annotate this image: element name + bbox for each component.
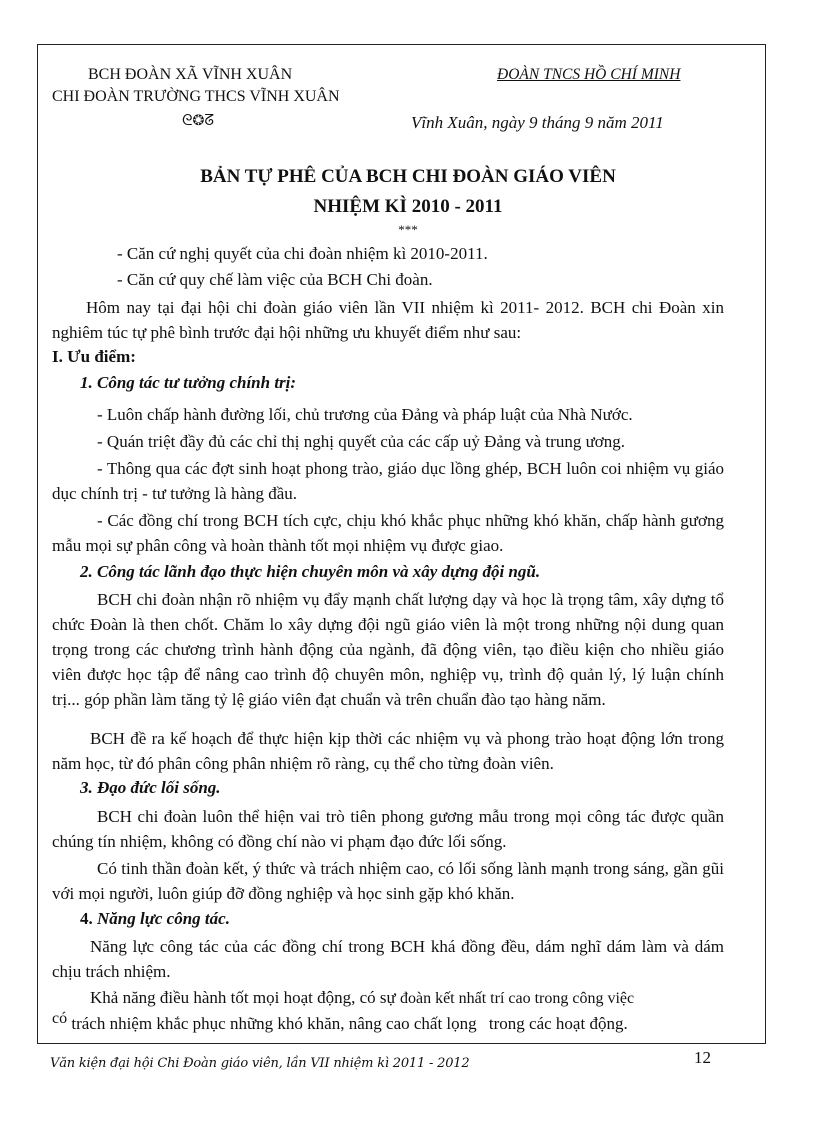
- document-date: Vĩnh Xuân, ngày 9 tháng 9 năm 2011: [411, 113, 664, 132]
- ornament-icon: ᘓ❂ᘔ: [182, 113, 215, 129]
- section-heading-strengths: I. Ưu điểm:: [52, 347, 136, 366]
- s4-p3-part-a: có: [52, 1010, 68, 1027]
- s1-item-4: - Các đồng chí trong BCH tích cực, chịu khó khắc phục những khó khăn, chấp hành gương mẫu mọi sự phân công và hoàn thành tốt mọi nhiệm vụ được giao.: [52, 511, 724, 555]
- subsection-2-title: 2. Công tác lãnh đạo thực hiện chuyên môn và xây dựng đội ngũ.: [80, 562, 541, 581]
- s4-paragraph-3-line: [52, 1010, 628, 1034]
- s1-item-1: - Luôn chấp hành đường lối, chủ trương của Đảng và pháp luật của Nhà Nước.: [97, 405, 633, 424]
- s4-paragraph-2-line: [90, 986, 634, 1011]
- s4-paragraph-1: Năng lực công tác của các đồng chí trong BCH khá đồng đều, dám nghĩ dám làm và dám chịu trách nhiệm.: [52, 937, 724, 981]
- org-name-line2: CHI ĐOÀN TRƯỜNG THCS VĨNH XUÂN: [52, 88, 340, 105]
- subsection-3-title: 3. Đạo đức lối sống.: [80, 778, 221, 797]
- intro-paragraph: Hôm nay tại đại hội chi đoàn giáo viên lần VII nhiệm kì 2011- 2012. BCH chi Đoàn xin nghiêm túc tự phê bình trước đại hội những ưu khuyết điểm như sau:: [52, 298, 724, 342]
- title-separator: ***: [398, 222, 418, 237]
- s1-item-3: - Thông qua các đợt sinh hoạt phong trào, giáo dục lồng ghép, BCH luôn coi nhiệm vụ giáo dục chính trị - tư tưởng là hàng đầu.: [52, 459, 724, 503]
- subsection-1-title: 1. Công tác tư tưởng chính trị:: [80, 373, 297, 392]
- page-number: 12: [694, 1048, 711, 1067]
- basis-item-2: - Căn cứ quy chế làm việc của BCH Chi đoàn.: [117, 270, 433, 289]
- s3-paragraph-2: Có tinh thần đoàn kết, ý thức và trách nhiệm cao, có lối sống lành mạnh trong sáng, gần gũi với mọi người, luôn giúp đỡ đồng nghiệp và học sinh gặp khó khăn.: [52, 859, 724, 903]
- union-name: ĐOÀN TNCS HỒ CHÍ MINH: [497, 66, 681, 83]
- s1-item-2: - Quán triệt đầy đủ các chỉ thị nghị quyết của các cấp uỷ Đảng và trung ương.: [97, 432, 626, 451]
- subsection-4-title: Năng lực công tác.: [97, 909, 230, 928]
- org-name-line1: BCH ĐOÀN XÃ VĨNH XUÂN: [88, 66, 293, 83]
- s2-paragraph-2: BCH đề ra kế hoạch để thực hiện kịp thời các nhiệm vụ và phong trào hoạt động lớn trong năm học, từ đó phân công phân nhiệm rõ ràng, cụ thể cho từng đoàn viên.: [52, 729, 724, 773]
- s3-paragraph-1: BCH chi đoàn luôn thể hiện vai trò tiên phong gương mẫu trong mọi công tác được quần chúng tín nhiệm, không có đồng chí nào vi phạm đạo đức lối sống.: [52, 807, 724, 851]
- footer-caption: Văn kiện đại hội Chi Đoàn giáo viên, lần VII nhiệm kì 2011 - 2012: [50, 1056, 470, 1071]
- document-title-line1: BẢN TỰ PHÊ CỦA BCH CHI ĐOÀN GIÁO VIÊN: [200, 166, 616, 187]
- document-title-line2: NHIỆM KÌ 2010 - 2011: [313, 196, 503, 217]
- s4-p3-part-c: trong các hoạt động.: [488, 1014, 628, 1033]
- subsection-4-heading: [80, 907, 230, 931]
- s4-p2-part-a: Khả năng điều hành tốt mọi hoạt động, có sự: [90, 988, 396, 1007]
- s4-p3-part-b: trách nhiệm khắc phục những khó khăn, nâng cao chất lọng: [71, 1014, 477, 1033]
- s2-paragraph-1: BCH chi đoàn nhận rõ nhiệm vụ đẩy mạnh chất lượng dạy và học là trọng tâm, xây dựng tổ chức Đoàn là then chốt. Chăm lo xây dựng đội ngũ giáo viên là một trong những nội dung quan trọng trong các chương trình hành động của ngành, đã động viên, tạo điều kiện cho nhiều giáo viên được học tập để nâng cao trình độ chuyên môn, nghiệp vụ, trình độ quản lý, lý luận chính trị... góp phần làm tăng tỷ lệ giáo viên đạt chuẩn và trên chuẩn đào tạo hàng năm.: [52, 590, 724, 709]
- s4-p2-part-b: đoàn kết nhất trí cao trong công việc: [399, 990, 635, 1007]
- subsection-4-number: 4.: [80, 909, 93, 928]
- basis-item-1: - Căn cứ nghị quyết của chi đoàn nhiệm kì 2010-2011.: [117, 244, 488, 263]
